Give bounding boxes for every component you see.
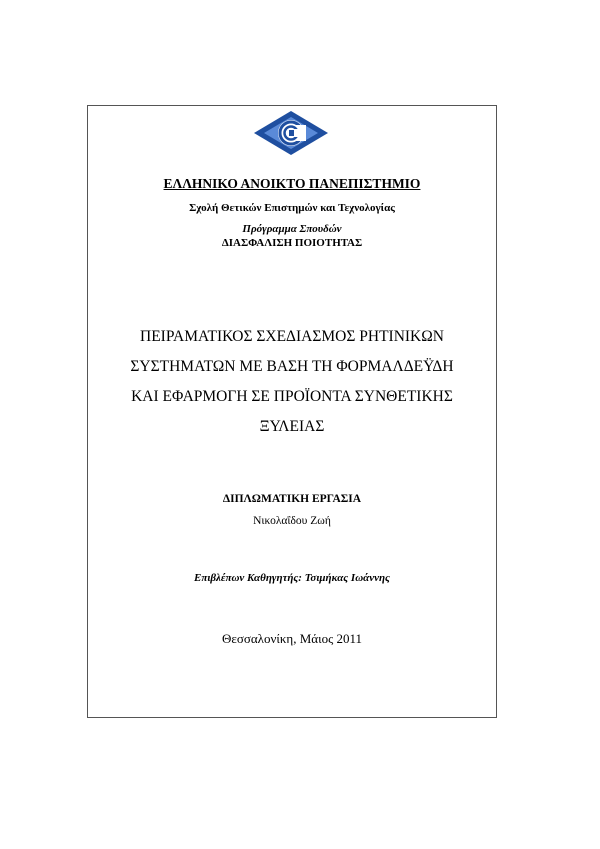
program-label: Πρόγραμμα Σπουδών [242, 223, 342, 235]
program-name: ΔΙΑΣΦΑΛΙΣΗ ΠΟΙΟΤΗΤΑΣ [221, 237, 363, 249]
thesis-type: ΔΙΠΛΩΜΑΤΙΚΗ ΕΡΓΑΣΙΑ [222, 493, 362, 505]
thesis-title [87, 322, 497, 442]
title-line: ΚΑΙ ΕΦΑΡΜΟΓΗ ΣΕ ΠΡΟΪΟΝΤΑ ΣΥΝΘΕΤΙΚΗΣ [131, 388, 453, 405]
university-name: ΕΛΛΗΝΙΚΟ ΑΝΟΙΚΤΟ ΠΑΝΕΠΙΣΤΗΜΙΟ [163, 176, 421, 191]
university-logo-icon [253, 110, 329, 156]
place-date: Θεσσαλονίκη, Μάιος 2011 [222, 631, 362, 646]
title-line: ΣΥΣΤΗΜΑΤΩΝ ΜΕ ΒΑΣΗ ΤΗ ΦΟΡΜΑΛΔΕΫΔΗ [130, 358, 454, 375]
author-name: Νικολαΐδου Ζωή [253, 515, 331, 527]
supervisor: Επιβλέπων Καθηγητής: Τσιμήκας Ιωάννης [194, 572, 390, 584]
title-line: ΞΥΛΕΙΑΣ [259, 418, 325, 435]
school-name: Σχολή Θετικών Επιστημών και Τεχνολογίας [189, 202, 395, 214]
title-line: ΠΕΙΡΑΜΑΤΙΚΟΣ ΣΧΕΔΙΑΣΜΟΣ ΡΗΤΙΝΙΚΩΝ [140, 328, 444, 345]
